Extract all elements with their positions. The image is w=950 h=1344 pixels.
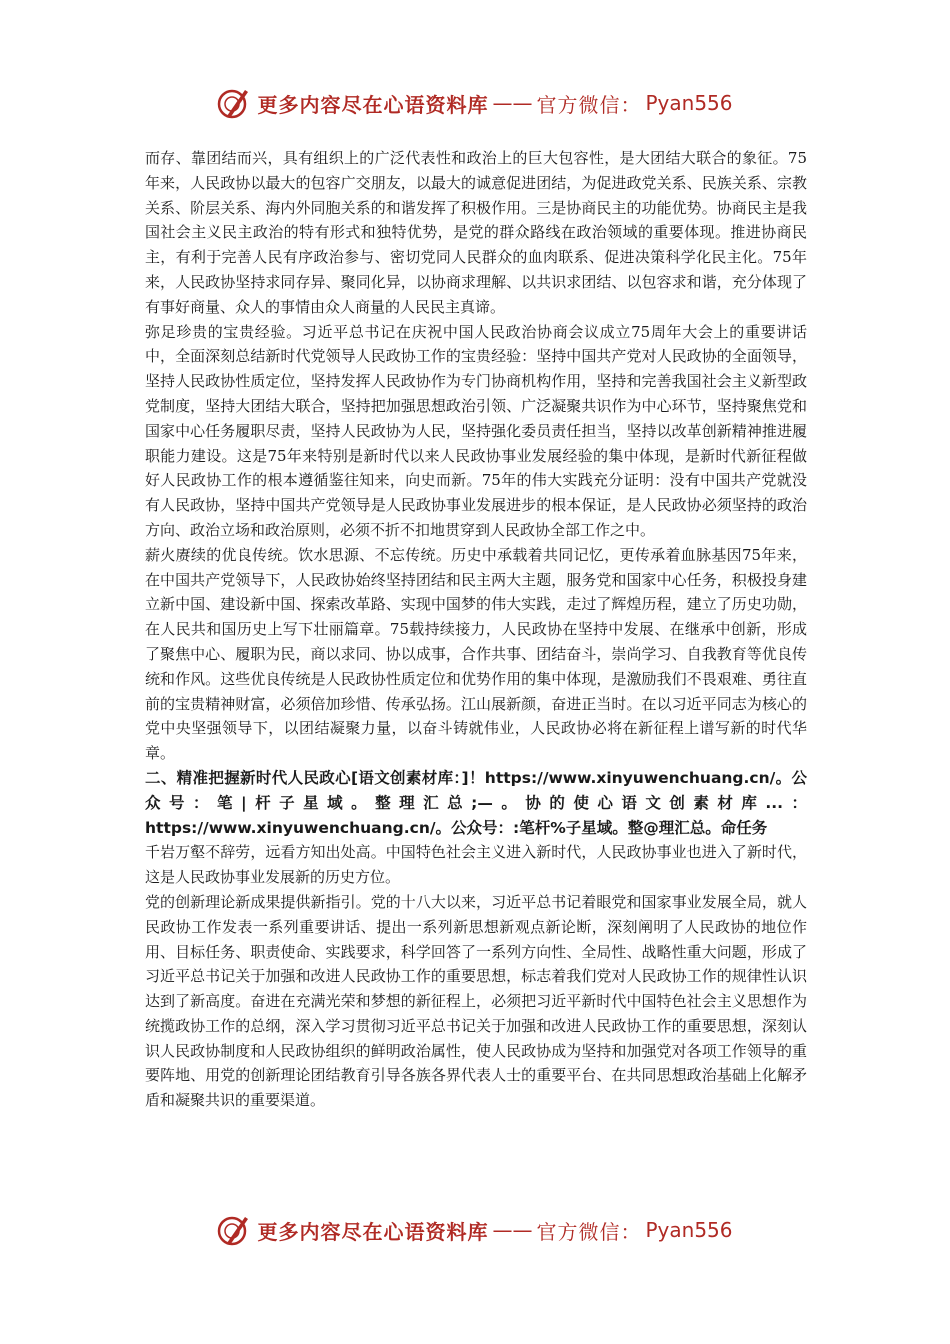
footer-wechat-id: Pyan556 — [645, 1218, 733, 1242]
footer-wechat-label: 官方微信： — [536, 1219, 642, 1244]
paragraph-3: 薪火赓续的优良传统。饮水思源、不忘传统。历史中承载着共同记忆，更传承着血脉基因75年来，在中国共产党领导下，人民政协始终坚持团结和民主两大主题，服务党和国家中心任务，积极投身建立新中国、建设新中国、探索改革路、实现中国梦的伟大实践，走过了辉煌历程，建立了历史功勋，在人民共和国历史上写下壮丽篇章。75载持续接力，人民政协在坚持中发展、在继承中创新，形成了聚焦中心、履职为民，商以求同、协以成事，合作共事、团结奋斗，崇尚学习、自我教育等优良传统和作风。这些优良传统是人民政协性质定位和优势作用的集中体现，是激励我们不畏艰难、勇往直前的宝贵精神财富，必须倍加珍惜、传承弘扬。江山展新颜，奋进正当时。在以习近平同志为核心的党中央坚强领导下，以团结凝聚力量，以奋斗铸就伟业，人民政协必将在新征程上谱写新的时代华章。 — [145, 545, 807, 763]
header-brand: 更多内容尽在心语资料库 — [257, 92, 489, 117]
header-wechat-id: Pyan556 — [645, 91, 733, 115]
footer-dash: —— — [492, 1218, 533, 1242]
footer-banner — [0, 1208, 950, 1252]
header-dash: —— — [492, 91, 533, 115]
header-wechat-label: 官方微信： — [536, 92, 642, 117]
paragraph-2: 弥足珍贵的宝贵经验。习近平总书记在庆祝中国人民政治协商会议成立75周年大会上的重要讲话中，全面深刻总结新时代党领导人民政协工作的宝贵经验：坚持中国共产党对人民政协的全面领导，坚持人民政协性质定位，坚持发挥人民政协作为专门协商机构作用，坚持和完善我国社会主义新型政党制度，坚持大团结大联合，坚持把加强思想政治引领、广泛凝聚共识作为中心环节，坚持聚焦党和国家中心任务履职尽责，坚持人民政协为人民，坚持强化委员责任担当，坚持以改革创新精神推进履职能力建设。这是75年来特别是新时代以来人民政协事业发展经验的集中体现，是新时代新征程做好人民政协工作的根本遵循鉴往知来，向史而新。75年的伟大实践充分证明：没有中国共产党就没有人民政协，坚持中国共产党领导是人民政协事业发展进步的根本保证，是人民政协必须坚持的政治方向、政治立场和政治原则，必须不折不扣地贯穿到人民政协全部工作之中。 — [145, 322, 807, 539]
pen-logo-icon — [217, 86, 251, 120]
paragraph-5: 党的创新理论新成果提供新指引。党的十八大以来，习近平总书记着眼党和国家事业发展全局，就人民政协工作发表一系列重要讲话、提出一系列新思想新观点新论断，深刻阐明了人民政协的地位作用、目标任务、职责使命、实践要求，科学回答了一系列方向性、全局性、战略性重大问题，形成了习近平总书记关于加强和改进人民政协工作的重要思想，标志着我们党对人民政协工作的规律性认识达到了新高度。奋进在充满光荣和梦想的新征程上，必须把习近平新时代中国特色社会主义思想作为统揽政协工作的总纲，深入学习贯彻习近平总书记关于加强和改进人民政协工作的重要思想，深刻认识人民政协制度和人民政协组织的鲜明政治属性，使人民政协成为坚持和加强党对各项工作领导的重要阵地、用党的创新理论团结教育引导各族各界代表人士的重要平台、在共同思想政治基础上化解矛盾和凝聚共识的重要渠道。 — [145, 892, 807, 1110]
section-heading: 二、精准把握新时代人民政心[语文创素材库：]！https://www.xinyuwenchuang.cn/。公众号：笔|杆子星域。整理汇总;—。协的使心语文创素材库...：https://www.xinyuwenchuang.cn/。公众号：:笔杆%子星域。整@理汇总。命任务 — [145, 768, 807, 837]
article-body — [145, 146, 807, 1113]
header-banner — [0, 81, 950, 125]
paragraph-1: 而存、靠团结而兴，具有组织上的广泛代表性和政治上的巨大包容性，是大团结大联合的象征。75年来，人民政协以最大的包容广交朋友，以最大的诚意促进团结，为促进政党关系、民族关系、宗教关系、阶层关系、海内外同胞关系的和谐发挥了积极作用。三是协商民主的功能优势。协商民主是我国社会主义民主政治的特有形式和独特优势，是党的群众路线在政治领域的重要体现。推进协商民主，有利于完善人民有序政治参与、密切党同人民群众的血肉联系、促进决策科学化民主化。75年来，人民政协坚持求同存异、聚同化异，以协商求理解、以共识求团结、以包容求和谐，充分体现了有事好商量、众人的事情由众人商量的人民民主真谛。 — [145, 149, 807, 316]
paragraph-4: 千岩万壑不辞劳，远看方知出处高。中国特色社会主义进入新时代，人民政协事业也进入了新时代，这是人民政协事业发展新的历史方位。 — [145, 843, 807, 887]
pen-logo-icon — [217, 1213, 251, 1247]
footer-brand: 更多内容尽在心语资料库 — [257, 1219, 489, 1244]
